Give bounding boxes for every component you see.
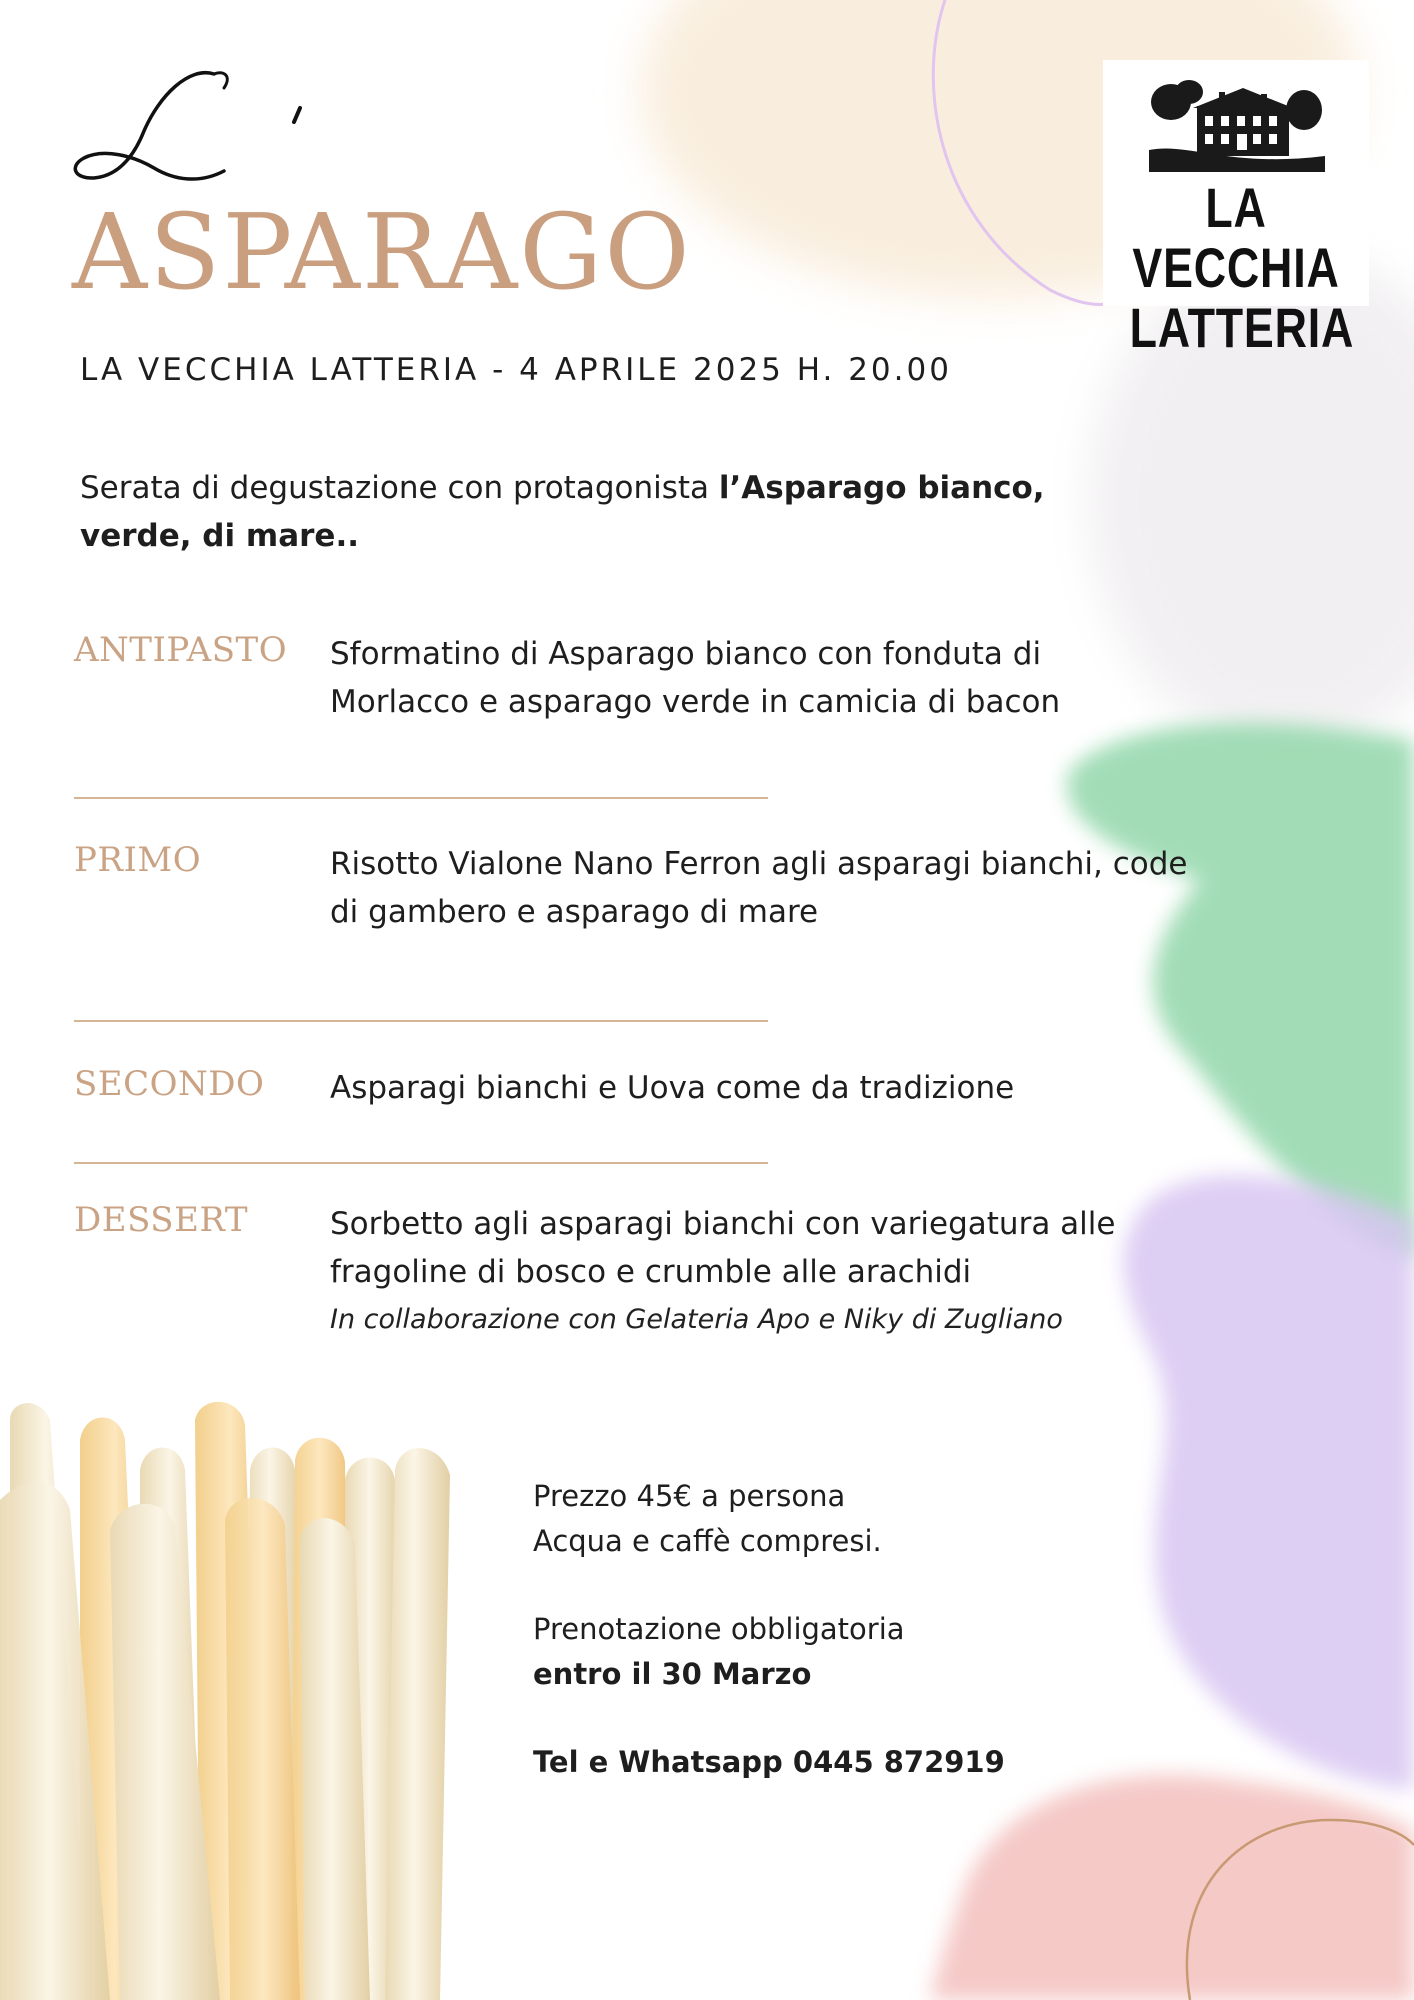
menu-divider bbox=[74, 1162, 768, 1164]
course-note: In collaborazione con Gelateria Apo e Niky di Zugliano bbox=[330, 1304, 1063, 1335]
logo-line-1: LA VECCHIA bbox=[1132, 176, 1340, 299]
farmhouse-illustration bbox=[1149, 72, 1325, 172]
menu-divider bbox=[74, 797, 768, 799]
event-details: LA VECCHIA LATTERIA - 4 APRILE 2025 H. 20.00 bbox=[80, 352, 952, 388]
restaurant-logo bbox=[1103, 60, 1369, 359]
contact-phone: Tel e Whatsapp 0445 872919 bbox=[533, 1745, 1005, 1779]
booking-deadline: entro il 30 Marzo bbox=[533, 1657, 812, 1691]
course-label: PRIMO bbox=[74, 840, 202, 880]
included-text: Acqua e caffè compresi. bbox=[533, 1524, 882, 1558]
booking-text: Prenotazione obbligatoria bbox=[533, 1612, 905, 1646]
course-description: Asparagi bianchi e Uova come da tradizione bbox=[330, 1070, 1015, 1106]
price-text: Prezzo 45€ a persona bbox=[533, 1479, 846, 1513]
pink-wash bbox=[930, 1775, 1414, 2000]
course-label: SECONDO bbox=[74, 1064, 265, 1104]
script-l-lettering bbox=[64, 56, 324, 196]
logo-line-2: LATTERIA bbox=[1129, 296, 1355, 359]
script-title-text: L' bbox=[64, 56, 65, 57]
booking-info bbox=[533, 1474, 1053, 1785]
intro-highlight: l’Asparago bianco, verde, di mare.. bbox=[80, 470, 1045, 554]
course-description: Sorbetto agli asparagi bianchi con variegatura alle fragoline di bosco e crumble alle arachidi bbox=[330, 1206, 1116, 1290]
menu-divider bbox=[74, 1020, 768, 1022]
course-label: ANTIPASTO bbox=[74, 630, 288, 670]
logo-wordmark bbox=[1129, 176, 1355, 359]
course-description: Risotto Vialone Nano Ferron agli asparagi bianchi, code di gambero e asparago di mare bbox=[330, 846, 1188, 930]
intro-text bbox=[80, 464, 1060, 560]
course-description: Sformatino di Asparago bianco con fonduta di Morlacco e asparago verde in camicia di bacon bbox=[330, 636, 1061, 720]
page-title: ASPARAGO bbox=[72, 191, 692, 313]
intro-lead: Serata di degustazione con protagonista bbox=[80, 470, 719, 506]
course-label: DESSERT bbox=[74, 1200, 249, 1240]
asparagus-illustration bbox=[0, 1402, 450, 2000]
